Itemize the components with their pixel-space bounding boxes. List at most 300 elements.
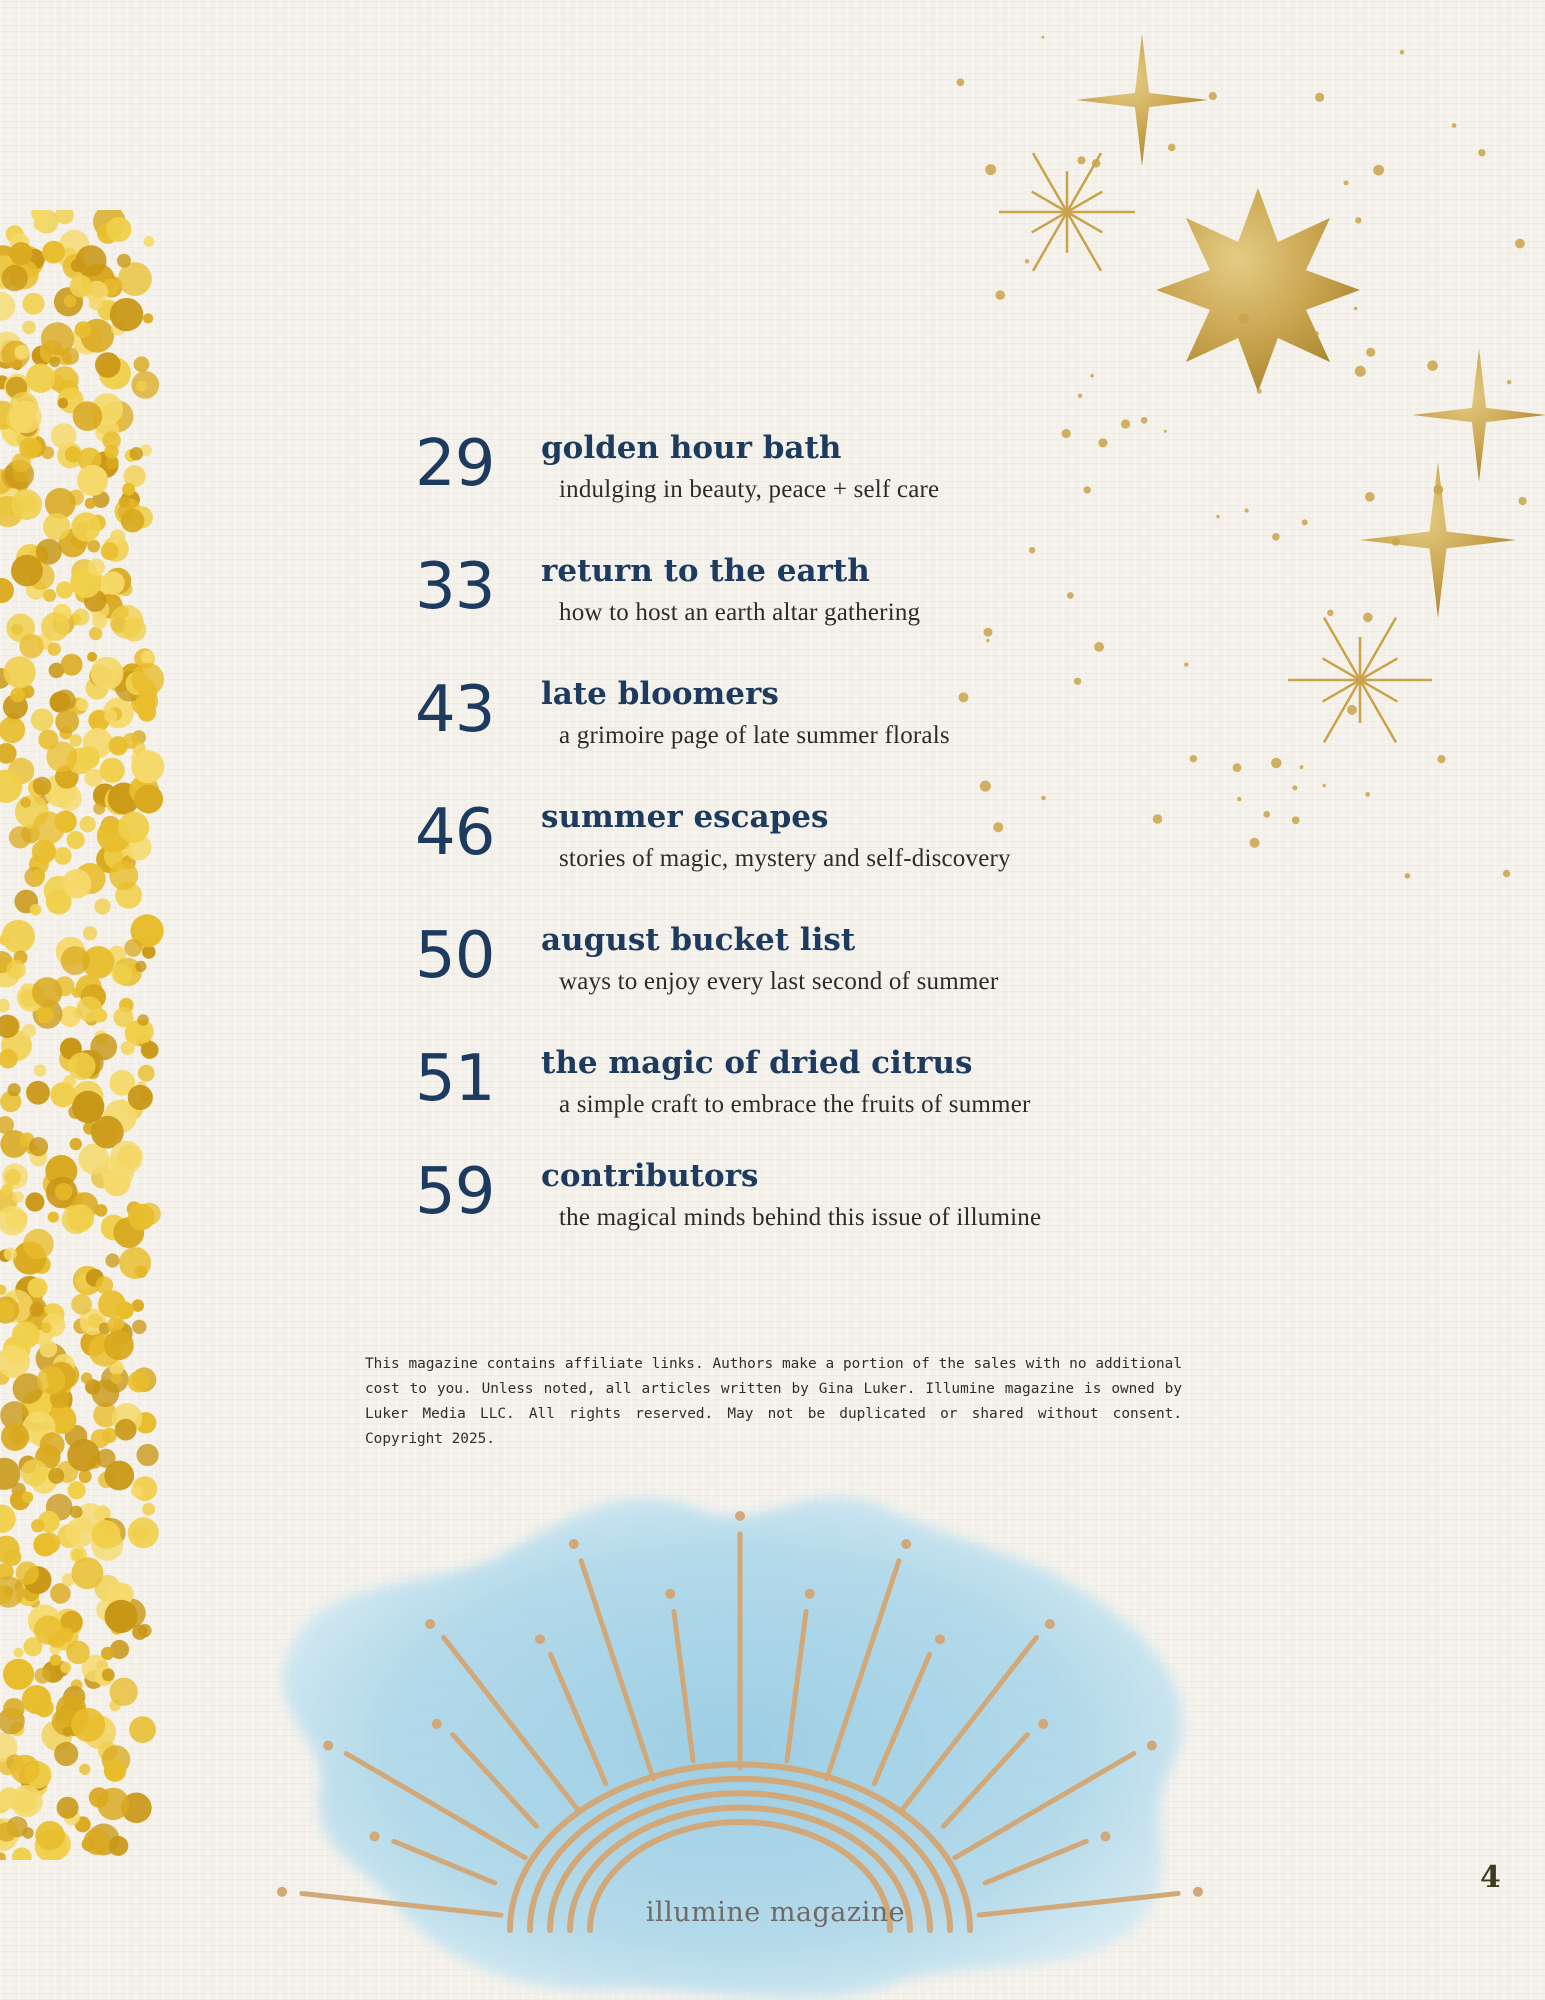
toc-title[interactable]: late bloomers <box>541 676 779 712</box>
sparkle-dot <box>1314 331 1319 336</box>
sparkle-dot <box>1237 797 1241 801</box>
glitter-dot <box>33 217 47 231</box>
glitter-dot <box>128 1371 150 1393</box>
sparkle-dot <box>1400 50 1405 55</box>
glitter-dot <box>55 710 79 734</box>
glitter-dot <box>31 1519 44 1532</box>
sparkle-dot <box>1327 610 1333 616</box>
glitter-dot <box>10 242 33 265</box>
toc-page-number: 59 <box>415 1155 495 1229</box>
sun-dot <box>805 1589 815 1599</box>
glitter-dot <box>12 1191 24 1203</box>
glitter-dot <box>12 453 31 472</box>
glitter-dot <box>39 1340 57 1358</box>
glitter-dot <box>106 217 131 242</box>
glitter-dot <box>142 1503 155 1516</box>
four-point-star-icon <box>1076 34 1208 166</box>
sparkle-dot <box>1323 784 1326 787</box>
glitter-dot <box>66 1641 90 1665</box>
glitter-dot <box>138 1065 155 1082</box>
sparkle-dot <box>1090 374 1094 378</box>
glitter-dot <box>70 275 92 297</box>
glitter-dot <box>37 1366 65 1394</box>
glitter-dot <box>141 1041 159 1059</box>
toc-page-number: 29 <box>415 427 495 501</box>
glitter-dot <box>11 1755 40 1784</box>
glitter-dot <box>40 1432 65 1457</box>
toc-subtitle: indulging in beauty, peace + self care <box>559 476 940 503</box>
glitter-dot <box>68 1052 96 1080</box>
glitter-dot <box>23 1229 54 1260</box>
glitter-dot <box>4 1247 17 1260</box>
glitter-dot <box>70 1138 82 1150</box>
glitter-dot <box>56 581 73 598</box>
glitter-dot <box>132 1320 146 1334</box>
sparkle-dot <box>1373 165 1384 176</box>
sun-dot <box>1101 1831 1111 1841</box>
sparkle-dot <box>1315 93 1324 102</box>
glitter-dot <box>58 1627 73 1642</box>
sparkle-dot <box>1437 755 1445 763</box>
glitter-dot <box>122 483 135 496</box>
sun-dot <box>569 1539 579 1549</box>
sparkle-dot <box>1184 662 1188 666</box>
glitter-dot <box>1 1423 29 1451</box>
glitter-dot <box>27 1278 47 1298</box>
glitter-dot <box>110 1678 138 1706</box>
sparkle-dot <box>1041 36 1044 39</box>
glitter-dot <box>119 496 130 507</box>
glitter-dot <box>104 1330 134 1360</box>
glitter-dot <box>36 1006 54 1024</box>
glitter-dot <box>124 939 142 957</box>
glitter-dot <box>41 1322 52 1333</box>
glitter-dot <box>20 797 31 808</box>
glitter-dot <box>51 423 77 449</box>
glitter-dot <box>11 1785 43 1817</box>
glitter-dot <box>32 977 62 1007</box>
glitter-dot <box>48 1212 59 1223</box>
glitter-dot <box>131 750 164 783</box>
glitter-dot <box>0 717 25 744</box>
sparkle-dot <box>1300 765 1304 769</box>
glitter-dot <box>79 1764 90 1775</box>
sun-dot <box>370 1831 380 1841</box>
glitter-dot <box>105 1600 138 1633</box>
glitter-dot <box>35 1668 51 1684</box>
toc-entry[interactable] <box>415 796 1175 922</box>
glitter-dot <box>54 1742 78 1766</box>
glitter-dot <box>58 398 69 409</box>
glitter-dot <box>22 321 36 335</box>
glitter-dot <box>41 612 70 641</box>
toc-title[interactable]: august bucket list <box>541 922 856 958</box>
glitter-dot <box>89 627 102 640</box>
sparkle-dot <box>1344 180 1349 185</box>
glitter-dot <box>0 578 14 603</box>
glitter-dot <box>2 265 28 291</box>
sparkle-dot <box>1365 792 1370 797</box>
toc-page-number: 33 <box>415 550 495 624</box>
glitter-dot <box>96 1276 114 1294</box>
glitter-dot <box>88 559 105 576</box>
glitter-dot <box>84 1828 111 1855</box>
sparkle-dot <box>1271 758 1281 768</box>
glitter-dot <box>77 746 100 769</box>
glitter-dot <box>121 509 145 533</box>
toc-title[interactable]: return to the earth <box>541 553 870 589</box>
glitter-dot <box>56 785 82 811</box>
sun-dot <box>1193 1887 1203 1897</box>
glitter-dot <box>71 512 100 541</box>
sparkle-dot <box>1354 307 1358 311</box>
glitter-dot <box>12 1847 32 1860</box>
glitter-dot <box>67 1439 100 1472</box>
glitter-dot <box>42 241 65 264</box>
glitter-dot <box>110 605 144 639</box>
glitter-dot <box>30 1302 45 1317</box>
glitter-dot <box>71 1557 103 1589</box>
glitter-dot <box>108 1836 128 1856</box>
glitter-dot <box>21 1459 48 1486</box>
glitter-dot <box>9 401 42 434</box>
glitter-dot <box>0 999 10 1013</box>
glitter-dot <box>60 1662 71 1673</box>
glitter-dot <box>71 1549 83 1561</box>
sparkle-dot <box>1292 785 1297 790</box>
sparkle-dot <box>1503 870 1510 877</box>
glitter-dot <box>14 1648 24 1658</box>
toc-page-number: 43 <box>415 673 495 747</box>
sparkle-dot <box>1272 533 1280 541</box>
toc-subtitle: a simple craft to embrace the fruits of summer <box>559 1091 1031 1118</box>
glitter-dot <box>50 1082 75 1107</box>
glitter-dot <box>0 1206 27 1236</box>
glitter-dot <box>101 542 119 560</box>
glitter-dot <box>39 1532 61 1554</box>
sparkle-dot <box>1263 811 1270 818</box>
glitter-dot <box>0 292 15 321</box>
glitter-dot <box>119 1247 151 1279</box>
sparkle-dot <box>1427 360 1438 371</box>
sparkle-dot <box>1025 259 1029 263</box>
glitter-dot <box>16 1561 39 1584</box>
glitter-dot <box>19 634 43 658</box>
sparkle-dot <box>1478 149 1485 156</box>
sparkle-dot <box>1292 816 1300 824</box>
glitter-dot <box>32 869 46 883</box>
glitter-dot <box>68 1481 86 1499</box>
sparkle-dot <box>1405 873 1411 879</box>
glitter-dot <box>118 812 149 843</box>
sparkle-dot <box>1363 613 1373 623</box>
glitter-dot <box>109 736 128 755</box>
sparkle-burst-icon <box>999 153 1135 271</box>
glitter-dot <box>87 652 97 662</box>
glitter-dot <box>23 293 45 315</box>
sparkle-dot <box>1519 497 1527 505</box>
glitter-dot <box>1 1184 13 1196</box>
glitter-dot <box>0 1285 6 1295</box>
glitter-dot <box>138 705 154 721</box>
glitter-dot <box>50 1654 62 1666</box>
glitter-dot <box>11 489 42 520</box>
sparkle-dot <box>1190 755 1197 762</box>
glitter-dot <box>7 960 26 979</box>
sparkle-dot <box>1092 159 1101 168</box>
toc-entry[interactable] <box>415 550 1175 676</box>
glitter-dot <box>67 831 85 849</box>
toc-subtitle: the magical minds behind this issue of illumine <box>559 1204 1042 1231</box>
sparkle-dot <box>1365 492 1375 502</box>
sparkle-dot <box>995 290 1005 300</box>
glitter-dot <box>105 1253 119 1267</box>
glitter-dot <box>71 1294 92 1315</box>
toc-entry[interactable] <box>415 427 1175 553</box>
toc-entry[interactable] <box>415 1155 1175 1281</box>
sparkle-dot <box>957 78 965 86</box>
glitter-dot <box>128 1204 155 1231</box>
toc-subtitle: stories of magic, mystery and self-discovery <box>559 845 1011 872</box>
glitter-dot <box>134 356 150 372</box>
glitter-dot <box>50 692 71 713</box>
sun-dot <box>425 1619 435 1629</box>
glitter-dot <box>46 741 77 772</box>
glitter-dot <box>143 313 153 323</box>
sparkle-dot <box>1239 314 1249 324</box>
glitter-dot <box>75 245 106 276</box>
glitter-dot <box>102 1669 115 1682</box>
table-of-contents <box>415 427 1175 1281</box>
glitter-dot <box>12 1321 40 1349</box>
glitter-dot <box>135 961 146 972</box>
glitter-dot <box>73 401 103 431</box>
glitter-dot <box>3 1698 25 1720</box>
sparkle-dot <box>1250 838 1260 848</box>
glitter-dot <box>93 803 105 815</box>
sparkle-dot <box>1077 156 1085 164</box>
gold-glitter-confetti <box>0 210 170 1860</box>
glitter-dot <box>0 1505 16 1534</box>
glitter-dot <box>76 699 89 712</box>
glitter-dot <box>22 1491 34 1503</box>
glitter-dot <box>14 345 29 360</box>
sparkle-dot <box>1245 508 1249 512</box>
glitter-dot <box>81 1372 93 1384</box>
toc-title[interactable]: summer escapes <box>541 799 829 835</box>
sparkle-burst-icon <box>1288 618 1432 743</box>
sun-dot <box>935 1634 945 1644</box>
glitter-dot <box>54 811 76 833</box>
glitter-dot <box>22 1024 36 1038</box>
glitter-dot <box>43 589 56 602</box>
glitter-dot <box>87 540 100 553</box>
toc-title[interactable]: golden hour bath <box>541 430 842 466</box>
glitter-dot <box>33 777 52 796</box>
glitter-dot <box>70 1506 83 1519</box>
sparkle-dot <box>1355 366 1366 377</box>
sun-dot <box>1045 1619 1055 1629</box>
glitter-dot <box>112 964 133 985</box>
glitter-dot <box>3 1659 34 1690</box>
sun-dot <box>432 1719 442 1729</box>
glitter-dot <box>91 657 124 690</box>
sun-dot <box>535 1634 545 1644</box>
eight-point-star-icon <box>1156 188 1360 392</box>
glitter-dot <box>72 987 82 997</box>
glitter-dot <box>54 847 72 865</box>
glitter-dot <box>117 254 131 268</box>
glitter-dot <box>131 1485 143 1497</box>
glitter-dot <box>68 1105 82 1119</box>
sparkle-dot <box>1141 417 1148 424</box>
sparkle-dot <box>1121 419 1130 428</box>
glitter-dot <box>113 1318 124 1329</box>
glitter-dot <box>144 236 155 247</box>
toc-entry[interactable] <box>415 919 1175 1045</box>
glitter-dot <box>30 904 41 915</box>
glitter-dot <box>129 1716 156 1743</box>
glitter-dot <box>75 321 92 338</box>
sparkle-dot <box>1216 515 1219 518</box>
glitter-dot <box>57 1797 79 1819</box>
glitter-dot <box>121 1041 135 1055</box>
glitter-dot <box>83 926 97 940</box>
glitter-dot <box>130 447 143 460</box>
glitter-dot <box>0 1852 6 1860</box>
toc-page-number: 50 <box>415 919 495 993</box>
glitter-dot <box>76 996 102 1022</box>
glitter-dot <box>41 322 74 355</box>
page-number: 4 <box>1480 1860 1501 1895</box>
glitter-dot <box>116 1301 134 1319</box>
glitter-dot <box>5 1169 21 1185</box>
sparkle-dot <box>1452 123 1457 128</box>
glitter-dot <box>136 381 147 392</box>
sun-dot <box>735 1511 745 1521</box>
glitter-dot <box>61 946 90 975</box>
glitter-dot <box>25 1192 44 1211</box>
glitter-dot <box>79 1470 92 1483</box>
glitter-dot <box>89 1787 109 1807</box>
sun-dot <box>323 1741 333 1751</box>
sun-dot <box>277 1887 287 1897</box>
sparkle-dot <box>1433 485 1443 495</box>
glitter-dot <box>11 555 43 587</box>
sparkle-dot <box>1355 217 1361 223</box>
toc-subtitle: ways to enjoy every last second of summer <box>559 968 999 995</box>
glitter-dot <box>63 1727 73 1737</box>
sparkle-dot <box>1366 348 1375 357</box>
disclaimer-text: This magazine contains affiliate links. Authors make a portion of the sales with no additional cost to you. Unless noted, all articles written by Gina Luker. Illumine magazine is owned by Luker Media LLC. All rights reserved. May not be duplicated or shared without consent. Copyright 2025. <box>365 1356 1182 1447</box>
glitter-dot <box>32 840 56 864</box>
glitter-dot <box>85 498 96 509</box>
glitter-dot <box>48 642 61 655</box>
sparkle-dot <box>1209 92 1217 100</box>
glitter-dot <box>34 1064 46 1076</box>
glitter-dot <box>62 869 91 898</box>
glitter-dot <box>104 444 119 459</box>
glitter-dot <box>73 609 90 626</box>
sun-dot <box>665 1589 675 1599</box>
glitter-dot <box>111 1373 122 1384</box>
glitter-dot <box>64 295 77 308</box>
sun-dot <box>1147 1741 1157 1751</box>
toc-page-number: 46 <box>415 796 495 870</box>
glitter-dot <box>132 1625 147 1640</box>
glitter-dot <box>26 1081 50 1105</box>
toc-entry[interactable] <box>415 673 1175 799</box>
glitter-dot <box>26 364 55 393</box>
glitter-dot <box>95 898 111 914</box>
glitter-dot <box>35 1821 64 1850</box>
sparkle-dot <box>1392 538 1400 546</box>
glitter-dot <box>104 1461 134 1491</box>
glitter-dot <box>128 1085 153 1110</box>
toc-title[interactable]: contributors <box>541 1158 759 1194</box>
glitter-dot <box>66 1517 96 1547</box>
sparkle-dot <box>1515 239 1525 249</box>
glitter-dot <box>141 651 155 665</box>
glitter-dot <box>128 1517 159 1548</box>
glitter-dot <box>100 758 125 783</box>
glitter-dot <box>34 1615 63 1644</box>
glitter-dot <box>113 1007 133 1027</box>
glitter-dot <box>49 357 60 368</box>
sparkle-dot <box>1078 394 1082 398</box>
glitter-dot <box>61 654 83 676</box>
glitter-dot <box>92 1520 121 1549</box>
glitter-dot <box>104 1760 126 1782</box>
glitter-dot <box>115 1419 137 1441</box>
sun-dot <box>901 1539 911 1549</box>
glitter-dot <box>48 1468 64 1484</box>
sparkle-dot <box>1168 144 1176 152</box>
glitter-dot <box>137 1014 149 1026</box>
glitter-dot <box>62 1205 91 1234</box>
brand-label: illumine magazine <box>645 1897 906 1928</box>
toc-page-number: 51 <box>415 1042 495 1116</box>
glitter-dot <box>36 539 62 565</box>
glitter-dot <box>137 1444 159 1466</box>
glitter-dot <box>10 688 25 703</box>
sparkle-dot <box>1302 519 1308 525</box>
toc-entry[interactable] <box>415 1042 1175 1158</box>
glitter-dot <box>110 298 143 331</box>
toc-subtitle: how to host an earth altar gathering <box>559 599 921 626</box>
toc-title[interactable]: the magic of dried citrus <box>541 1045 973 1081</box>
glitter-dot <box>110 1141 143 1174</box>
toc-subtitle: a grimoire page of late summer florals <box>559 722 950 749</box>
glitter-dot <box>90 1034 117 1061</box>
glitter-dot <box>104 709 117 722</box>
glitter-dot <box>71 1708 105 1742</box>
glitter-dot <box>80 816 96 832</box>
magazine-brand <box>0 1897 1545 1928</box>
glitter-dot <box>101 1647 114 1660</box>
sparkle-dot <box>1257 389 1262 394</box>
sparkle-dot <box>985 164 996 175</box>
glitter-dot <box>22 1685 51 1714</box>
glitter-dot <box>134 785 163 814</box>
sparkle-dot <box>1507 380 1511 384</box>
sparkle-dot <box>1233 763 1242 772</box>
glitter-dot <box>8 1083 21 1096</box>
sparkle-dot <box>1347 705 1357 715</box>
glitter-dot <box>55 1183 72 1200</box>
glitter-dot <box>77 465 108 496</box>
glitter-dot <box>43 513 70 540</box>
